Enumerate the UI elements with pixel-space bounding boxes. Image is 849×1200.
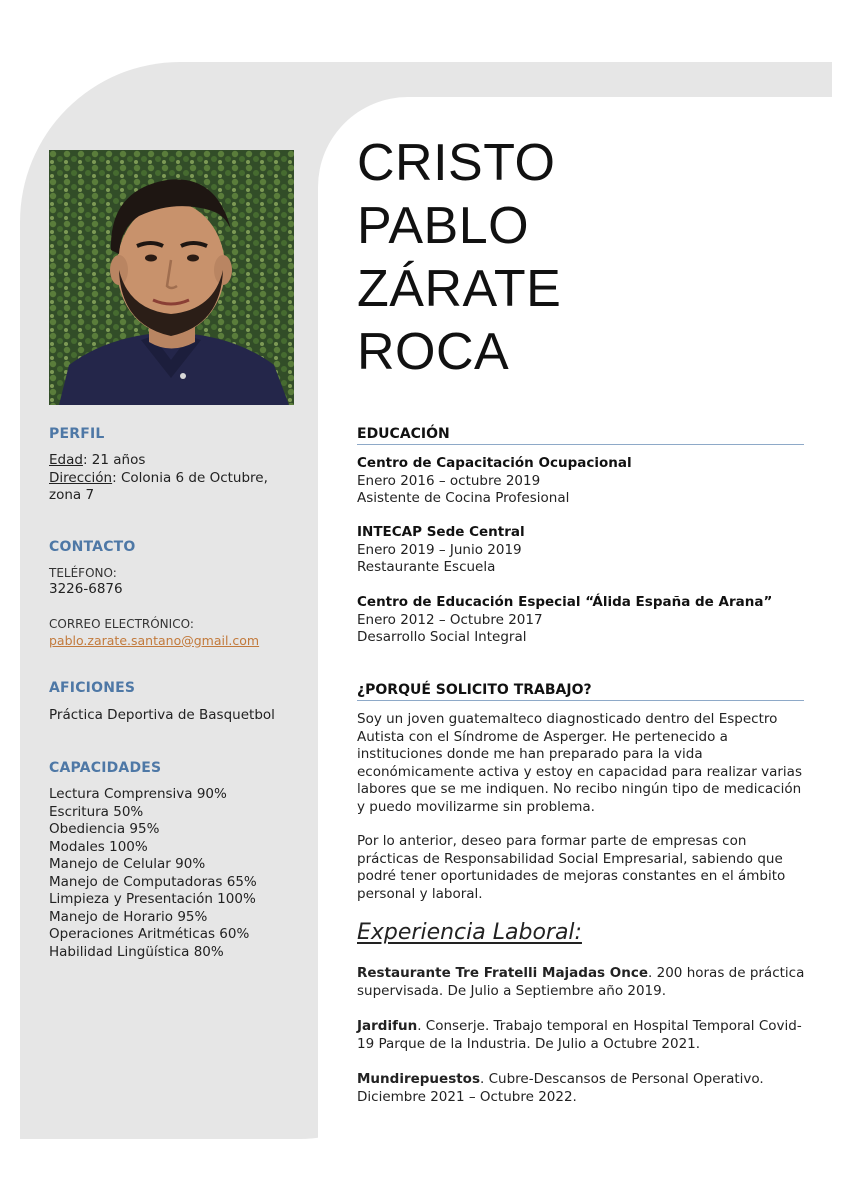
educacion-title: EDUCACIÓN — [357, 426, 804, 445]
list-item: Manejo de Celular 90% — [49, 856, 206, 872]
aficiones-title: AFICIONES — [49, 680, 136, 696]
list-item: Limpieza y Presentación 100% — [49, 891, 256, 907]
contacto-content — [49, 565, 294, 649]
education-program: Asistente de Cocina Profesional — [357, 490, 570, 506]
age-value: : 21 años — [82, 452, 146, 468]
list-item: Operaciones Aritméticas 60% — [49, 926, 250, 942]
profile-photo-illustration — [49, 150, 294, 405]
porque-paragraph-2: Por lo anterior, deseo para formar parte de empresas con prácticas de Responsabilidad Social Empresarial, sabiendo que podré tener oportunidades de mejoras constantes en el ámbito personal y laboral. — [357, 833, 786, 902]
education-dates: Enero 2012 – Octubre 2017 — [357, 611, 543, 628]
education-school: Centro de Educación Especial “Álida España de Arana” — [357, 594, 773, 610]
experience-detail: . 200 horas de práctica supervisada. De Julio a Septiembre año 2019. — [357, 965, 805, 999]
list-item: Lectura Comprensiva 90% — [49, 786, 227, 802]
experiencia-title: Experiencia Laboral: — [357, 920, 582, 945]
list-item: Habilidad Lingüística 80% — [49, 943, 224, 960]
list-item: Manejo de Horario 95% — [49, 908, 208, 925]
age-line — [49, 452, 294, 470]
perfil-title: PERFIL — [49, 426, 105, 442]
name-line-3: ZÁRATE — [357, 260, 562, 318]
phone-value: 3226-6876 — [49, 581, 123, 597]
education-school: Centro de Capacitación Ocupacional — [357, 455, 632, 471]
perfil-content — [49, 452, 294, 505]
list-item: Escritura 50% — [49, 803, 144, 820]
education-entry-3 — [357, 594, 807, 647]
address-label: Dirección — [49, 469, 113, 486]
experience-detail: . Cubre-Descansos de Personal Operativo. Diciembre 2021 – Octubre 2022. — [357, 1071, 764, 1105]
aficiones-text: Práctica Deportiva de Basquetbol — [49, 707, 275, 723]
list-item: Obediencia 95% — [49, 821, 160, 837]
experience-detail: . Conserje. Trabajo temporal en Hospital Temporal Covid-19 Parque de la Industria. De Julio a Octubre 2021. — [357, 1018, 802, 1052]
capacidades-title: CAPACIDADES — [49, 760, 162, 776]
education-entry-2 — [357, 524, 807, 577]
age-label: Edad — [49, 452, 83, 468]
email-label: CORREO ELECTRÓNICO: — [49, 616, 194, 631]
education-school: INTECAP Sede Central — [357, 524, 525, 540]
phone-label: TELÉFONO: — [49, 566, 117, 580]
porque-title: ¿PORQUÉ SOLICITO TRABAJO? — [357, 682, 804, 701]
address-value: : Colonia 6 de Octubre, zona 7 — [49, 469, 268, 503]
experience-entry-1 — [357, 965, 812, 1000]
experience-entry-2 — [357, 1018, 812, 1053]
contacto-title: CONTACTO — [49, 539, 136, 555]
education-program: Restaurante Escuela — [357, 559, 496, 575]
experience-company: Mundirepuestos — [357, 1071, 480, 1087]
education-entry-1 — [357, 455, 807, 508]
candidate-name — [357, 132, 561, 384]
name-line-2: PABLO — [357, 197, 530, 255]
profile-photo — [49, 150, 294, 405]
address-line — [49, 470, 294, 505]
name-line-1: CRISTO — [357, 134, 556, 192]
experience-company: Restaurante Tre Fratelli Majadas Once — [357, 965, 649, 981]
name-line-4: ROCA — [357, 323, 510, 381]
experience-company: Jardifun — [357, 1018, 418, 1034]
education-program: Desarrollo Social Integral — [357, 629, 527, 645]
email-link[interactable]: pablo.zarate.santano@gmail.com — [49, 632, 260, 648]
list-item: Manejo de Computadoras 65% — [49, 873, 257, 890]
capacidades-list — [49, 786, 294, 961]
education-dates: Enero 2019 – Junio 2019 — [357, 541, 522, 558]
porque-paragraph-1: Soy un joven guatemalteco diagnosticado dentro del Espectro Autista con el Síndrome de Asperger. He pertenecido a instituciones donde me han preparado para la vida económicamente activa y estoy en capacidad para realizar varias labores que se me indiquen. No recibo ningún tipo de medicación y puedo movilizarme sin problema. — [357, 711, 802, 815]
list-item: Modales 100% — [49, 838, 148, 855]
experience-entry-3 — [357, 1071, 812, 1106]
education-dates: Enero 2016 – octubre 2019 — [357, 472, 541, 489]
